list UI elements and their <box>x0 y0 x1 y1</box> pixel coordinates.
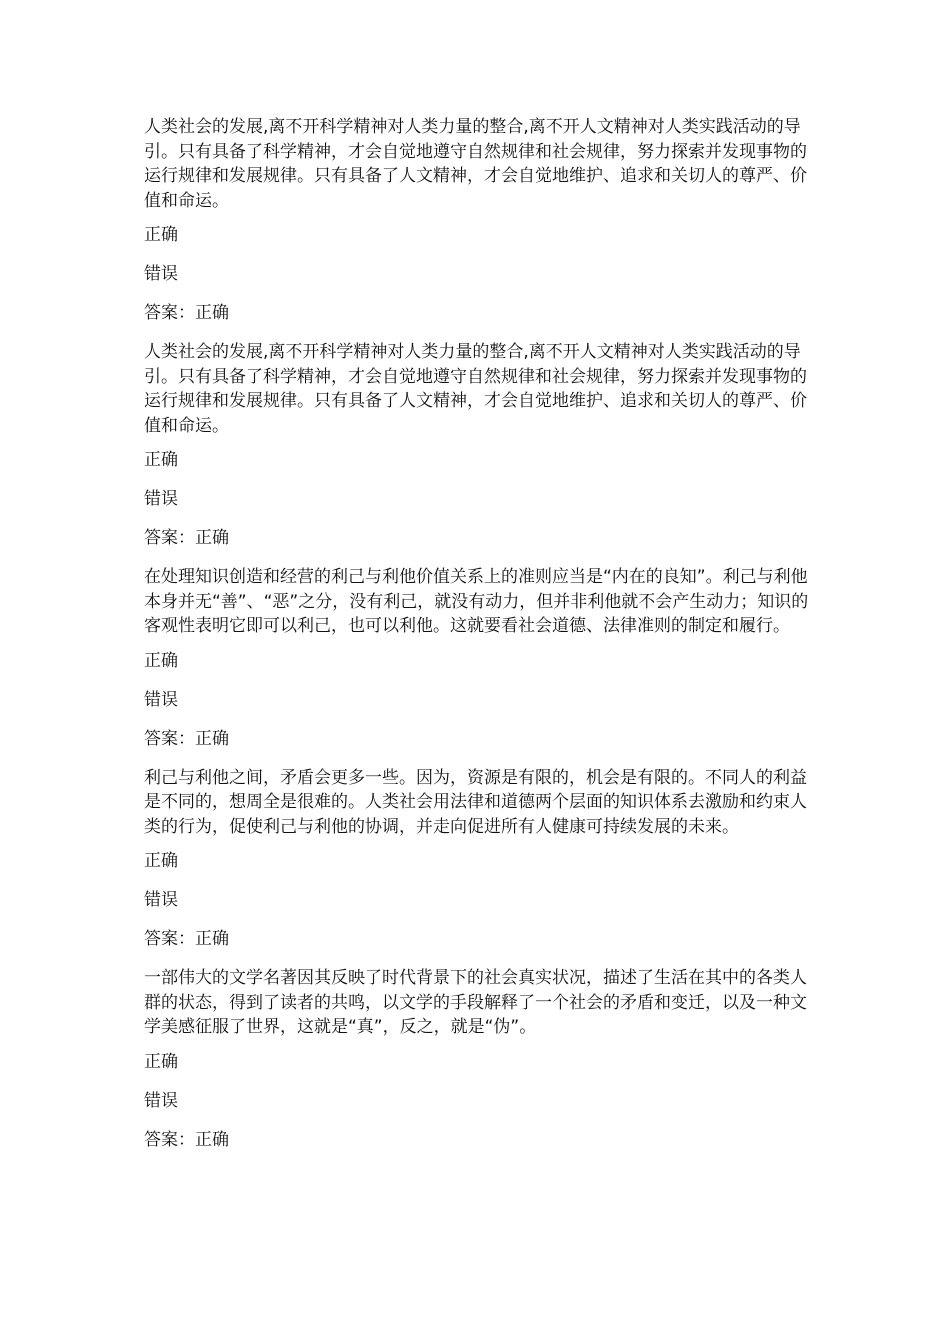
option-correct: 正确 <box>144 225 178 245</box>
question-block <box>144 766 816 952</box>
answer-line: 答案：正确 <box>144 1129 229 1150</box>
answer-line: 答案：正确 <box>144 929 229 949</box>
question-block <box>144 340 816 550</box>
option-wrong: 错误 <box>144 489 178 509</box>
answer-line: 答案：正确 <box>144 528 229 548</box>
option-correct: 正确 <box>144 1051 178 1072</box>
question-text: 人类社会的发展,离不开科学精神对人类力量的整合,离不开人文精神对人类实践活动的导引。只有具备了科学精神，才会自觉地遵守自然规律和社会规律，努力探索并发现事物的运行规律和发展规律。只有具备了人文精神，才会自觉地维护、追求和关切人的尊严、价值和命运。 <box>144 342 807 436</box>
question-text: 在处理知识创造和经营的利己与利他价值关系上的准则应当是“内在的良知”。利己与利他本身并无“善”、“恶”之分，没有利己，就没有动力，但并非利他就不会产生动力；知识的客观性表明它即可以利己，也可以利他。这就要看社会道德、法律准则的制定和履行。 <box>144 567 809 636</box>
option-wrong: 错误 <box>144 890 178 910</box>
answer-line: 答案：正确 <box>144 303 229 323</box>
question-block <box>144 565 816 751</box>
answer-line: 答案：正确 <box>144 728 229 749</box>
option-correct: 正确 <box>144 851 178 871</box>
question-block <box>144 115 816 325</box>
option-wrong: 错误 <box>144 264 178 284</box>
question-text: 人类社会的发展,离不开科学精神对人类力量的整合,离不开人文精神对人类实践活动的导引。只有具备了科学精神，才会自觉地遵守自然规律和社会规律，努力探索并发现事物的运行规律和发展规律。只有具备了人文精神，才会自觉地维护、追求和关切人的尊严、价值和命运。 <box>144 117 807 211</box>
question-block <box>144 966 816 1152</box>
option-wrong: 错误 <box>144 1090 178 1111</box>
option-wrong: 错误 <box>144 689 178 710</box>
question-text: 利己与利他之间，矛盾会更多一些。因为，资源是有限的，机会是有限的。不同人的利益是不同的，想周全是很难的。人类社会用法律和道德两个层面的知识体系去激励和约束人类的行为，促使利己与利他的协调，并走向促进所有人健康可持续发展的未来。 <box>144 767 807 837</box>
option-correct: 正确 <box>144 450 178 470</box>
option-correct: 正确 <box>144 650 178 671</box>
question-text: 一部伟大的文学名著因其反映了时代背景下的社会真实状况，描述了生活在其中的各类人群的状态，得到了读者的共鸣，以文学的手段解释了一个社会的矛盾和变迁，以及一种文学美感征服了世界，这就是“真”，反之，就是“伪”。 <box>144 968 807 1037</box>
document-page <box>144 115 816 1167</box>
